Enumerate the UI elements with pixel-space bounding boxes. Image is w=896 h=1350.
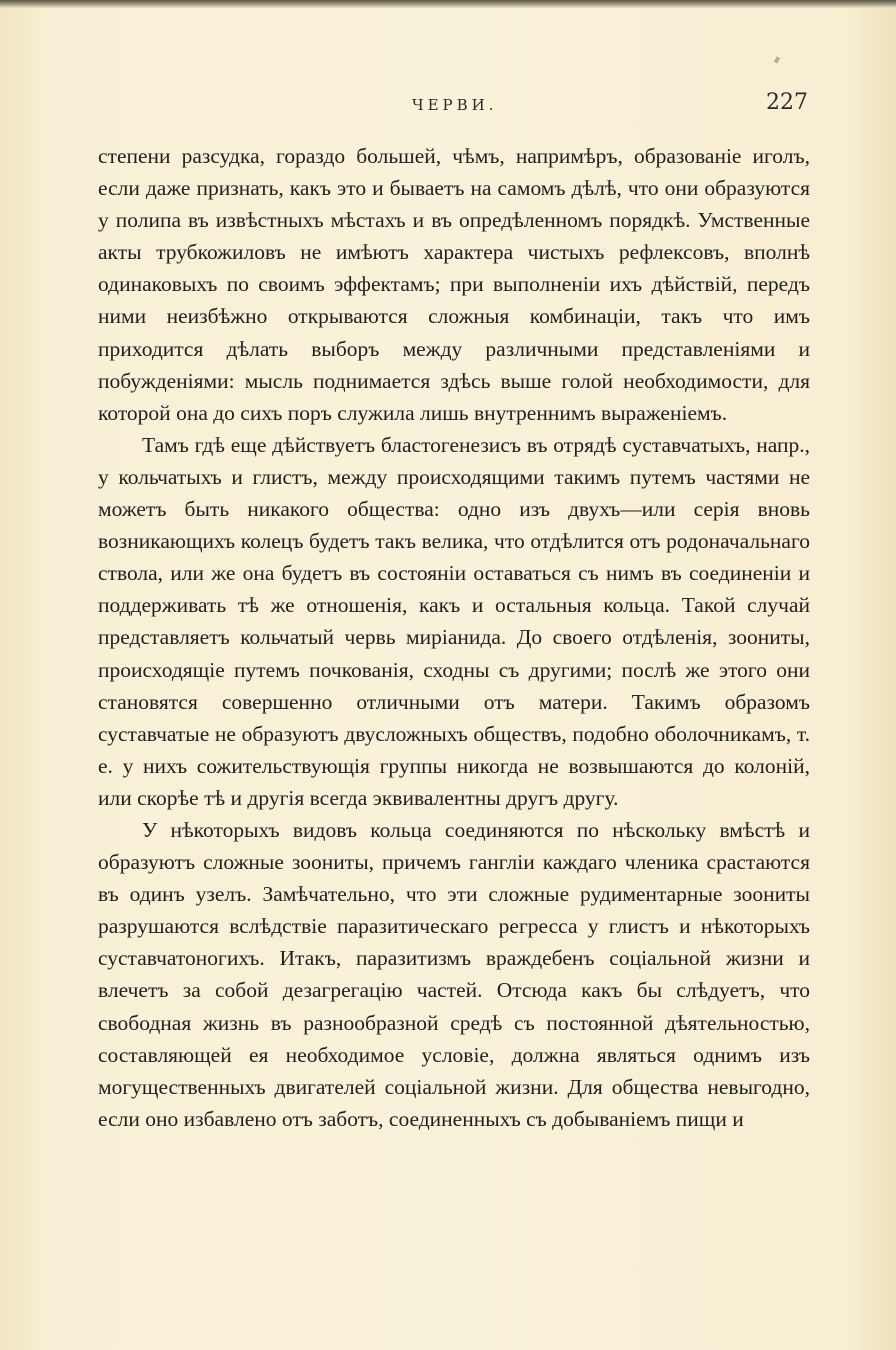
paragraph: У нѣкоторыхъ видовъ кольца соединяются по нѣскольку вмѣстѣ и образуютъ сложные зоониты, причемъ гангліи каждаго членика срастаются въ одинъ узелъ. Замѣчательно, что эти сложные рудиментарные зоониты разрушаются вслѣдствіе паразитическаго регресса у глистъ и нѣкоторыхъ суставчатоногихъ. Итакъ, паразитизмъ враждебенъ соціальной жизни и влечетъ за собой дезагрегацію частей. Отсюда какъ бы слѣдуетъ, что свободная жизнь въ разнообразной средѣ съ постоянной дѣятельностью, составляющей ея необходимое условіе, должна являться однимъ изъ могущественныхъ двигателей соціальной жизни. Для общества невыгодно, если оно избавлено отъ заботъ, соединенныхъ съ добываніемъ пищи и	[98, 817, 810, 1131]
running-head: ЧЕРВИ.	[412, 96, 498, 114]
page-top-edge	[0, 0, 896, 8]
page-number: 227	[766, 90, 808, 115]
paragraph: Тамъ гдѣ еще дѣйствуетъ бластогенезисъ въ отрядѣ суставчатыхъ, напр., у кольчатыхъ и глистъ, между происходящими такимъ путемъ частями не можетъ быть никакого общества: одно изъ двухъ—или серія вновь возникающихъ колецъ будетъ такъ велика, что отдѣлится отъ родоначальнаго ствола, или же она будетъ въ состояніи оставаться съ нимъ въ соединеніи и поддерживать тѣ же отношенія, какъ и остальныя кольца. Такой случай представляетъ кольчатый червь миріанида. До своего отдѣленія, зоониты, происходящіе путемъ почкованія, сходны съ другими; послѣ же этого они становятся совершенно отличными отъ матери. Такимъ образомъ суставчатые не образуютъ двусложныхъ обществъ, подобно оболочникамъ, т. е. у нихъ сожительствующія группы никогда не возвышаются до колоній, или скорѣе тѣ и другія всегда эквивалентны другъ другу.	[98, 432, 810, 810]
ink-speck	[774, 56, 780, 63]
body-text	[98, 140, 810, 1135]
page-header	[0, 90, 896, 120]
paragraph-continuation: степени разсудка, гораздо большей, чѣмъ, напримѣръ, образованіе иголъ, если даже признать, какъ это и бываетъ на самомъ дѣлѣ, что они образуются у полипа въ извѣстныхъ мѣстахъ и въ опредѣленномъ порядкѣ. Умственные акты трубкожиловъ не имѣютъ характера чистыхъ рефлексовъ, вполнѣ одинаковыхъ по своимъ эффектамъ; при выполненіи ихъ дѣйствій, передъ ними неизбѣжно открываются сложныя комбинаціи, такъ что имъ приходится дѣлать выборъ между различными представленіями и побужденіями: мысль поднимается здѣсь выше голой необходимости, для которой она до сихъ поръ служила лишь внутреннимъ выраженіемъ.	[98, 144, 810, 425]
